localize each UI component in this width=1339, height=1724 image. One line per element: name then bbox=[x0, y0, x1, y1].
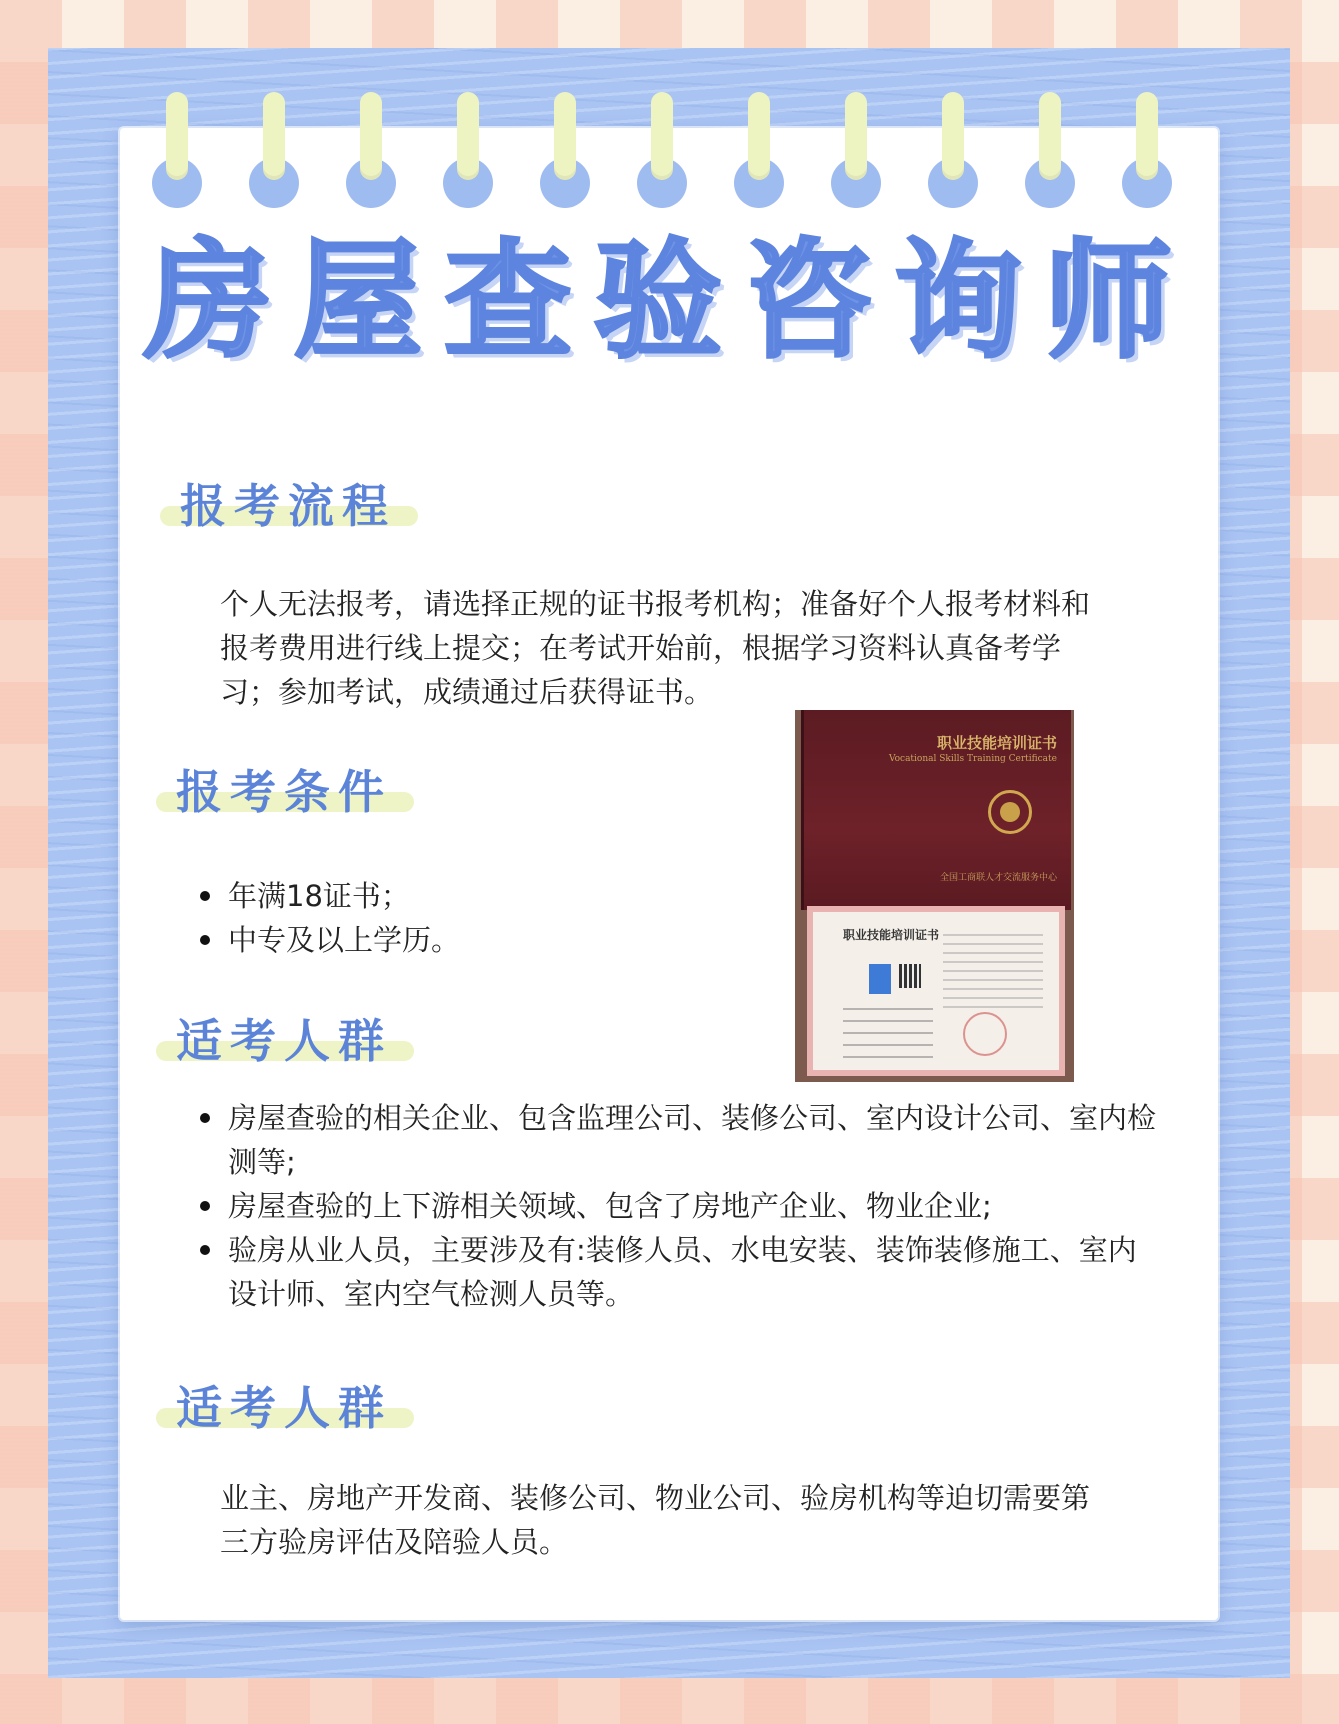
cover-subtitle: Vocational Skills Training Certificate bbox=[888, 754, 1057, 764]
page-title-cert: 职业技能培训证书 bbox=[843, 928, 940, 942]
text-line: 个人无法报考，请选择正规的证书报考机构；准备好个人报考材料和 bbox=[220, 587, 1091, 621]
binder-rings bbox=[150, 92, 1190, 212]
binder-ring bbox=[150, 92, 204, 212]
section-heading-audience-2: 适考人群 bbox=[176, 1372, 392, 1432]
binder-ring bbox=[829, 92, 883, 212]
text-line: 业主、房地产开发商、装修公司、物业公司、验房机构等迫切需要第 bbox=[220, 1481, 1091, 1515]
audience-list bbox=[198, 1096, 1158, 1316]
list-item: 年满18证书； bbox=[198, 874, 758, 918]
portrait-photo bbox=[869, 964, 891, 994]
body-text-lines bbox=[943, 934, 1043, 1014]
text-line: 报考费用进行线上提交；在考试开始前，根据学习资料认真备考学 bbox=[220, 631, 1062, 665]
binder-ring bbox=[441, 92, 495, 212]
binder-ring bbox=[635, 92, 689, 212]
process-paragraph bbox=[220, 582, 1180, 714]
binder-ring bbox=[1120, 92, 1174, 212]
text-line: 三方验房评估及陪验人员。 bbox=[220, 1525, 569, 1559]
text-line: 习；参加考试，成绩通过后获得证书。 bbox=[220, 675, 714, 709]
cover-title: 职业技能培训证书 bbox=[936, 734, 1057, 752]
emblem-icon bbox=[988, 790, 1032, 834]
page-title: 房屋查验咨询师 bbox=[143, 227, 1194, 376]
binder-ring bbox=[538, 92, 592, 212]
section-heading-process: 报考流程 bbox=[180, 470, 396, 530]
list-item: 房屋查验的相关企业、包含监理公司、装修公司、室内设计公司、室内检测等; bbox=[198, 1096, 1158, 1184]
certificate-page bbox=[807, 906, 1065, 1076]
list-item: 验房从业人员，主要涉及有:装修人员、水电安装、装饰装修施工、室内设计师、室内空气检测人员等。 bbox=[198, 1228, 1158, 1316]
certificate-cover bbox=[801, 710, 1071, 910]
list-item: 中专及以上学历。 bbox=[198, 918, 758, 962]
certificate-photo bbox=[795, 710, 1074, 1082]
stamp-icon bbox=[963, 1012, 1007, 1056]
section-heading-conditions: 报考条件 bbox=[176, 756, 392, 816]
list-item: 房屋查验的上下游相关领域、包含了房地产企业、物业企业; bbox=[198, 1184, 1158, 1228]
qr-code-icon bbox=[899, 964, 921, 988]
cover-org: 全国工商联人才交流服务中心 bbox=[939, 873, 1057, 883]
binder-ring bbox=[1023, 92, 1077, 212]
binder-ring bbox=[344, 92, 398, 212]
binder-ring bbox=[247, 92, 301, 212]
field-lines bbox=[843, 1008, 933, 1058]
section-heading-audience: 适考人群 bbox=[176, 1005, 392, 1065]
binder-ring bbox=[732, 92, 786, 212]
audience2-paragraph bbox=[220, 1476, 1180, 1564]
binder-ring bbox=[926, 92, 980, 212]
conditions-list bbox=[198, 874, 758, 962]
